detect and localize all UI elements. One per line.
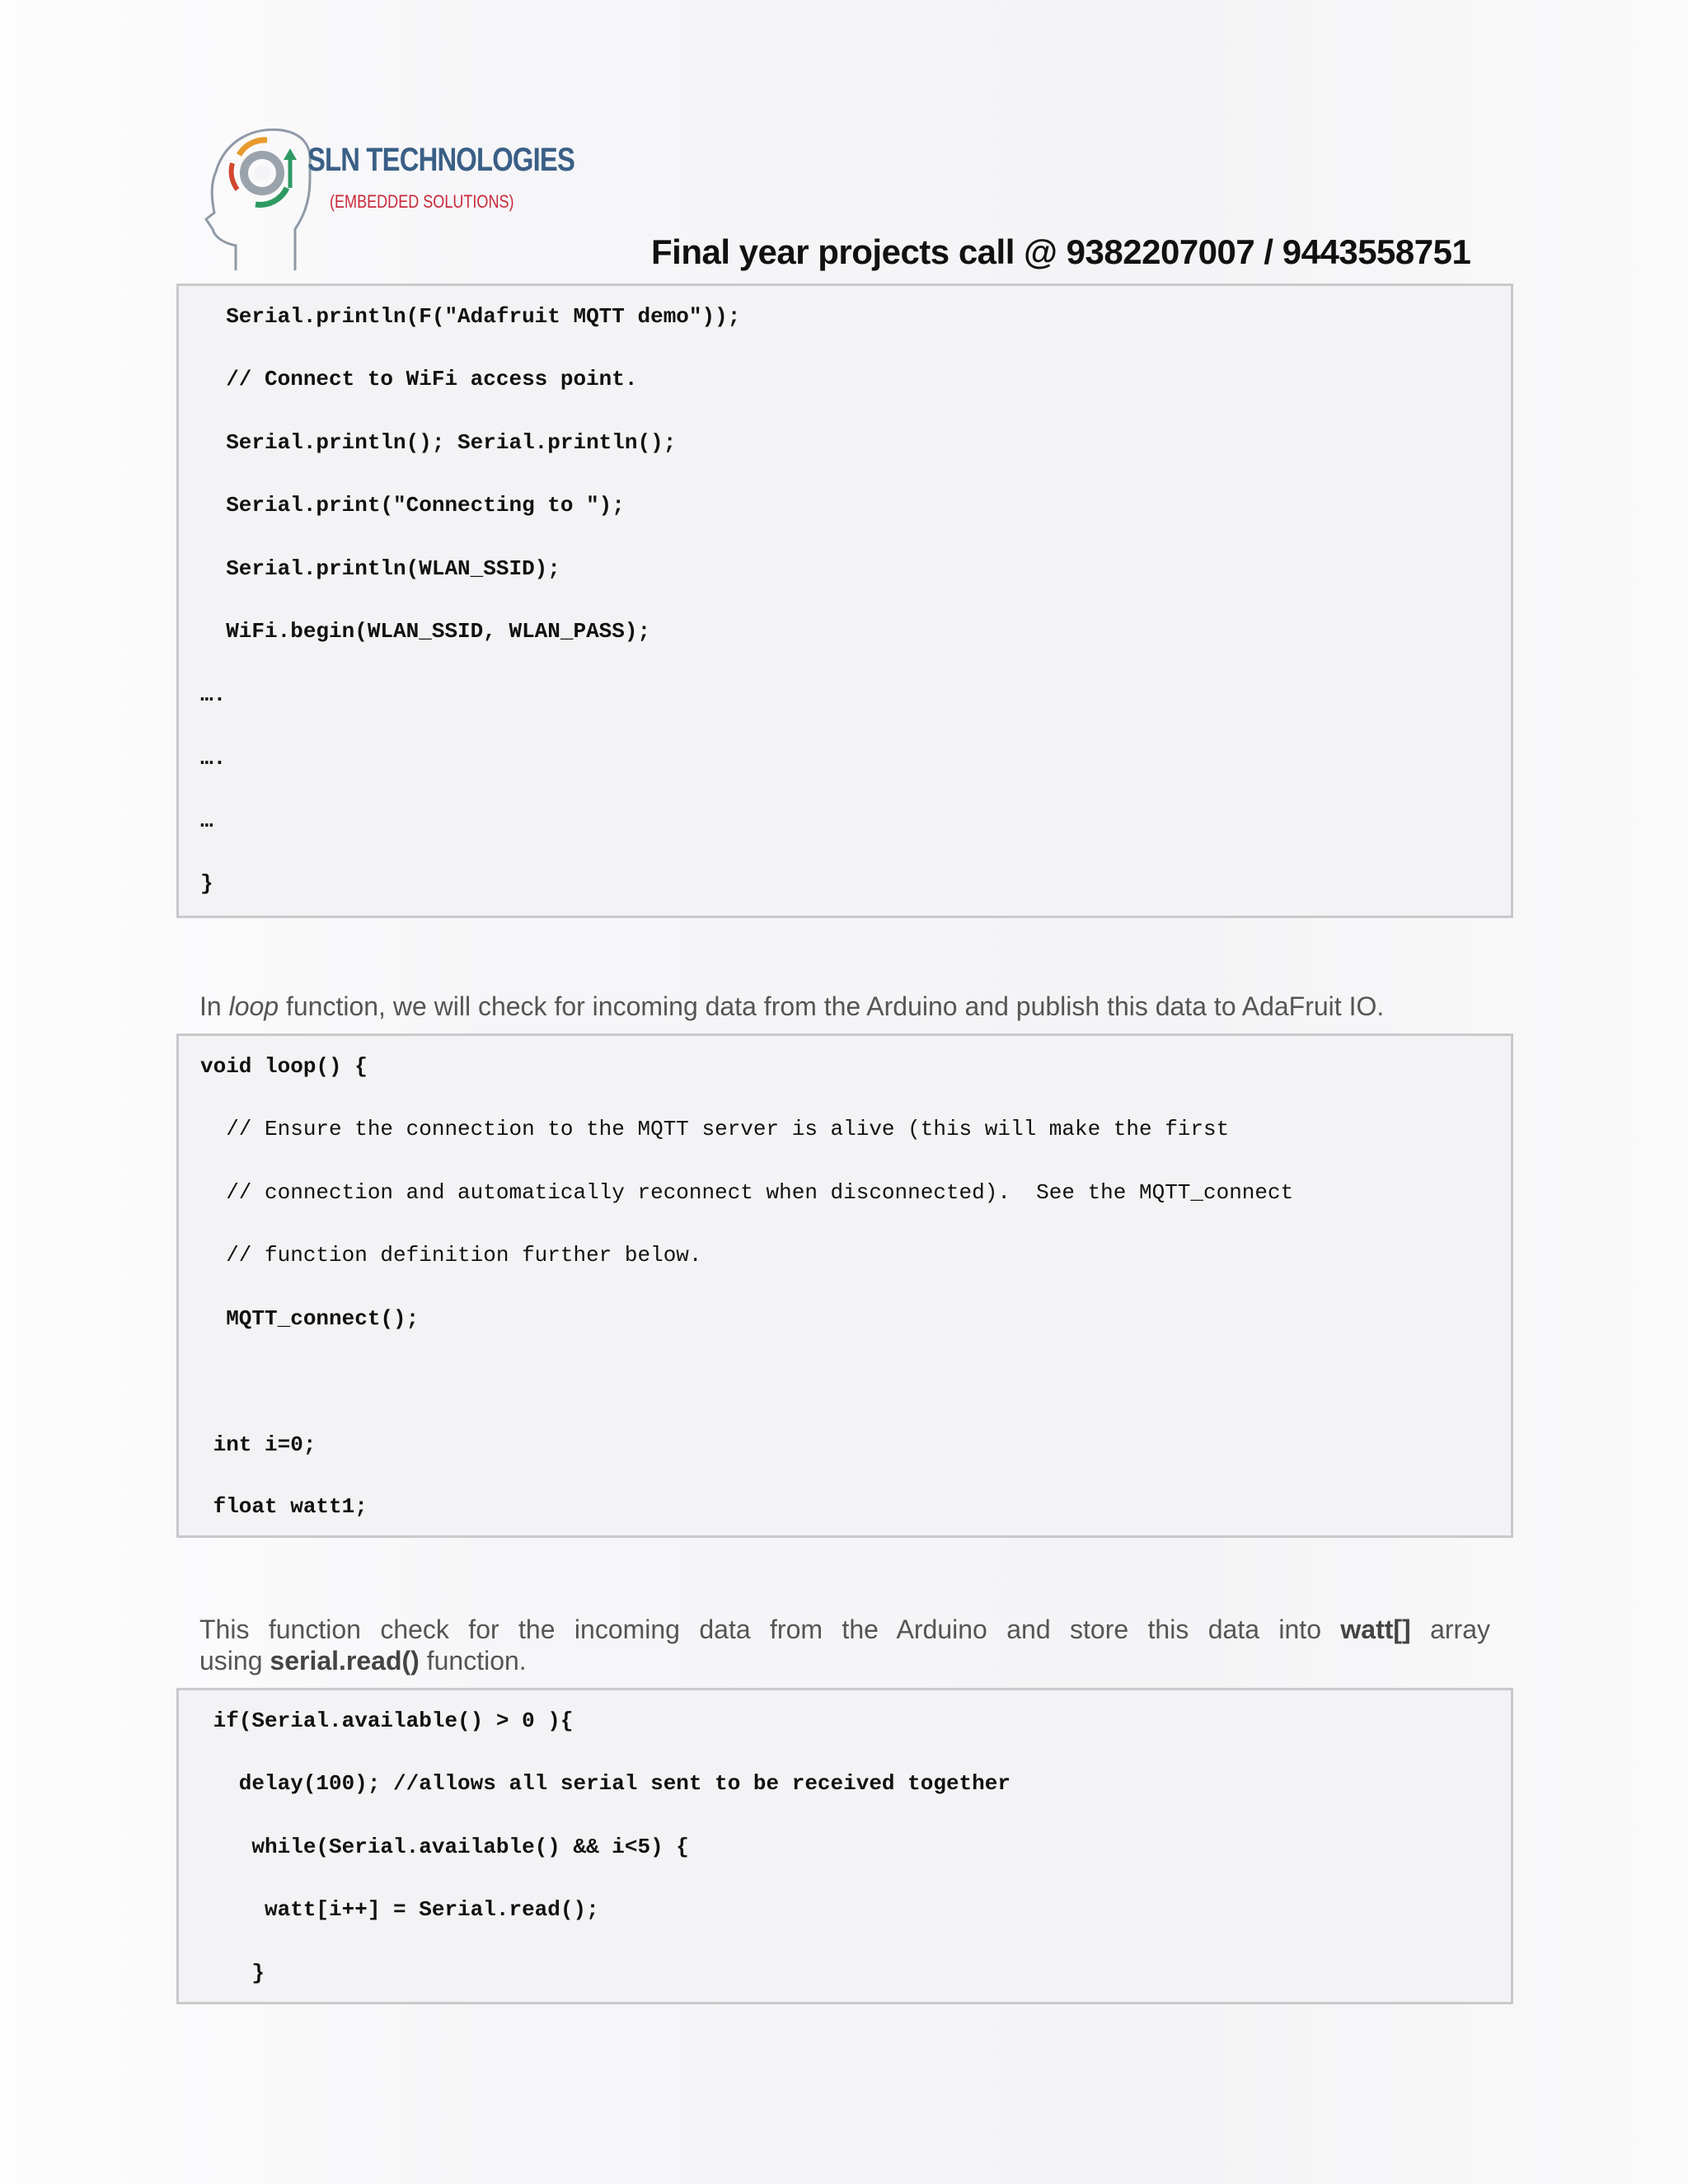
- code-line: void loop() {: [200, 1054, 368, 1079]
- setup-code-block: [176, 284, 1513, 918]
- loop-code-block: [176, 1033, 1513, 1538]
- company-logo: [196, 97, 575, 279]
- code-line: Serial.println(F("Adafruit MQTT demo"));: [200, 304, 741, 329]
- head-gear-icon: [196, 97, 526, 279]
- code-line: // connection and automatically reconnect when disconnected). See the MQTT_connect: [200, 1180, 1294, 1205]
- code-line: delay(100); //allows all serial sent to be received together: [200, 1771, 1010, 1796]
- read-intro-text: using: [199, 1646, 270, 1675]
- code-line: // Ensure the connection to the MQTT server is alive (this will make the first: [200, 1117, 1230, 1141]
- code-line: Serial.println(WLAN_SSID);: [200, 556, 560, 581]
- read-intro-bold: serial.read(): [270, 1646, 420, 1675]
- loop-intro-text: In: [199, 991, 229, 1021]
- code-line: ….: [200, 682, 227, 707]
- read-intro-line-1: [199, 1614, 1490, 1645]
- loop-intro-paragraph: [199, 991, 1490, 1022]
- read-intro-line-2: [199, 1645, 1490, 1676]
- read-intro-bold: watt[]: [1340, 1615, 1411, 1644]
- read-intro-text: function.: [419, 1646, 527, 1675]
- loop-intro-text: function, we will check for incoming data from the Arduino and publish this data to AdaFruit IO.: [279, 991, 1385, 1021]
- read-intro-text: This function check for the incoming data from the Arduino and store this data into: [199, 1615, 1341, 1644]
- code-line: ….: [200, 746, 227, 771]
- logo-tagline: (EMBEDDED SOLUTIONS): [330, 191, 514, 212]
- code-line: Serial.println(); Serial.println();: [200, 430, 677, 455]
- contact-line: Final year projects call @ 9382207007 / 9443558751: [651, 232, 1471, 271]
- code-line: }: [200, 1961, 265, 1985]
- code-line: int i=0;: [200, 1432, 316, 1457]
- logo-company-name: SLN TECHNOLOGIES: [307, 142, 575, 178]
- read-code-block: [176, 1688, 1513, 2004]
- code-line: if(Serial.available() > 0 ){: [200, 1708, 574, 1733]
- code-line: while(Serial.available() && i<5) {: [200, 1835, 689, 1859]
- loop-intro-italic: loop: [228, 991, 279, 1021]
- code-line: …: [200, 808, 213, 833]
- code-line: MQTT_connect();: [200, 1306, 420, 1331]
- code-line: watt[i++] = Serial.read();: [200, 1897, 599, 1922]
- code-line: float watt1;: [200, 1494, 368, 1519]
- code-line: WiFi.begin(WLAN_SSID, WLAN_PASS);: [200, 619, 651, 644]
- code-line: // Connect to WiFi access point.: [200, 367, 638, 391]
- code-line: }: [200, 871, 213, 896]
- read-intro-text: array: [1410, 1615, 1491, 1644]
- code-line: Serial.print("Connecting to ");: [200, 493, 625, 518]
- code-line: // function definition further below.: [200, 1243, 702, 1268]
